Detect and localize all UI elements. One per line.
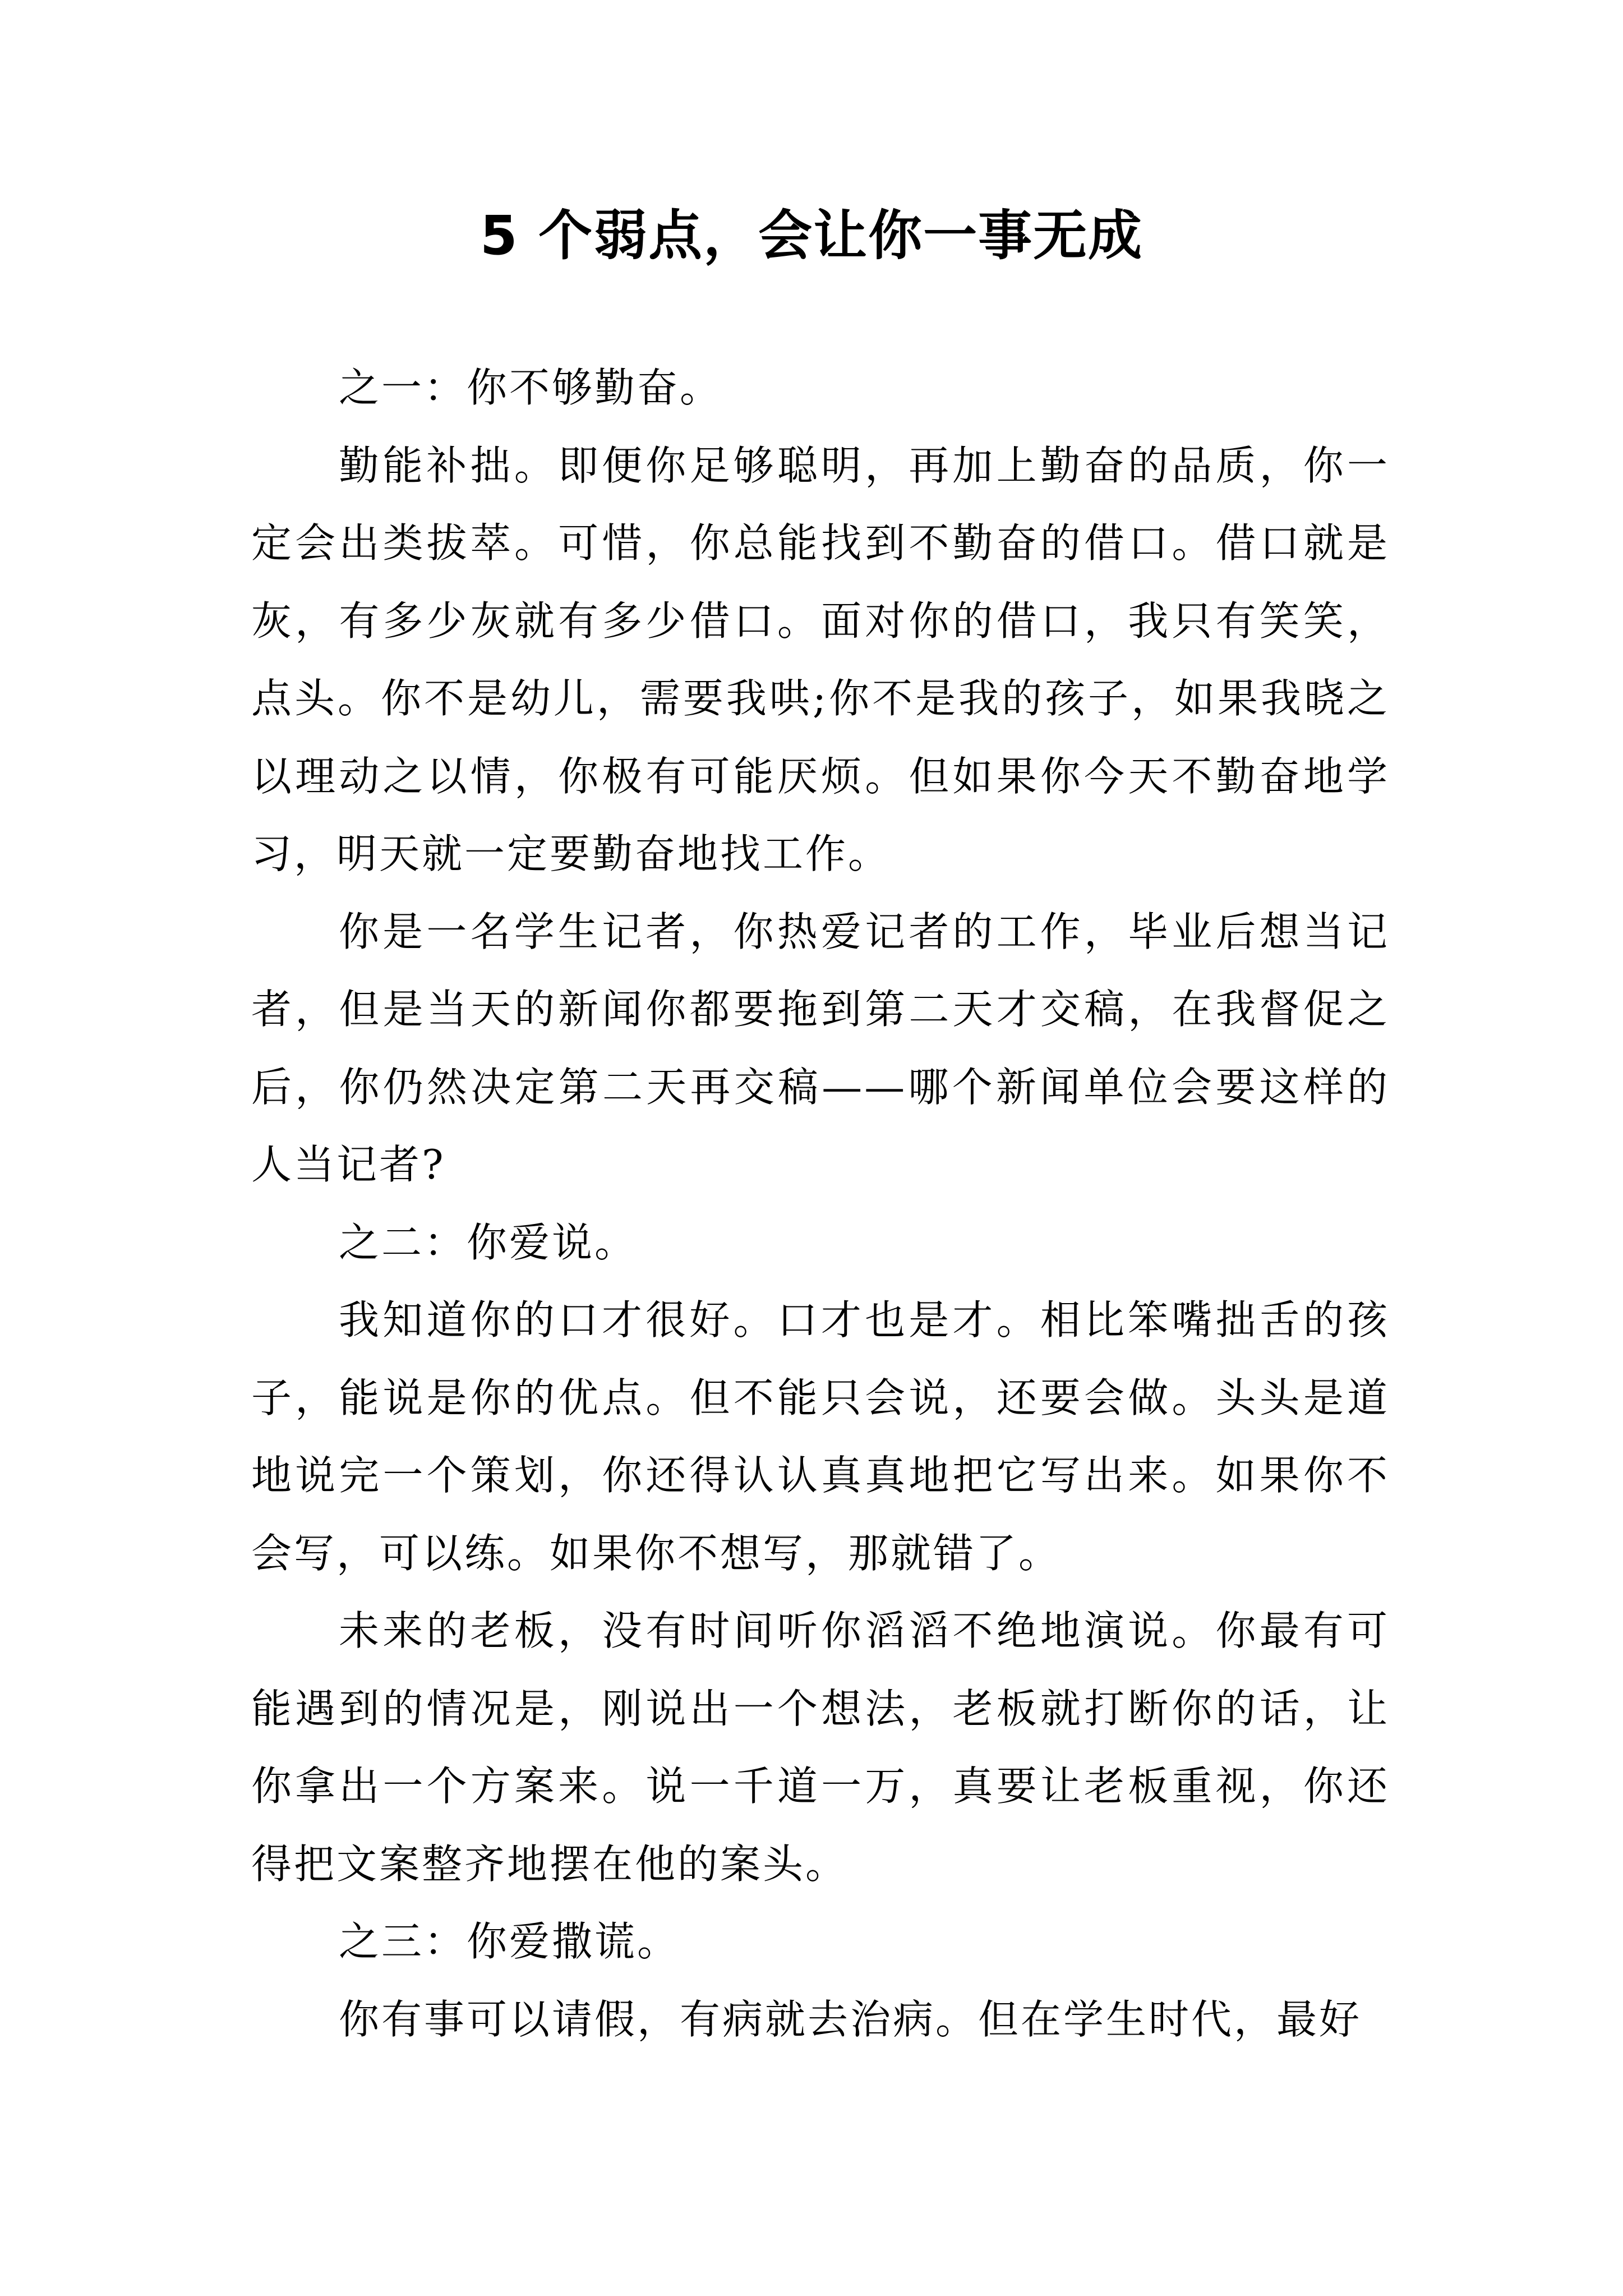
section-heading-1: 之一：你不够勤奋。 bbox=[339, 364, 723, 411]
section-heading-2: 之二：你爱说。 bbox=[339, 1218, 638, 1266]
document-body bbox=[251, 349, 1390, 2058]
document-title: 5 个弱点，会让你一事无成 bbox=[479, 204, 1144, 267]
body-paragraph: 未来的老板，没有时间听你滔滔不绝地演说。你最有可能遇到的情况是，刚说出一个想法，老板就打断你的话，让你拿出一个方案来。说一千道一万，真要让老板重视，你还得把文案整齐地摆在他的案头。 bbox=[251, 1607, 1390, 1888]
body-paragraph: 勤能补拙。即便你足够聪明，再加上勤奋的品质，你一定会出类拔萃。可惜，你总能找到不勤奋的借口。借口就是灰，有多少灰就有多少借口。面对你的借口，我只有笑笑，点头。你不是幼儿，需要我哄;你不是我的孩子，如果我晓之以理动之以情，你极有可能厌烦。但如果你今天不勤奋地学习，明天就一定要勤奋地找工作。 bbox=[251, 441, 1390, 877]
body-paragraph: 你有事可以请假，有病就去治病。但在学生时代，最好 bbox=[339, 1995, 1362, 2043]
section-heading-3: 之三：你爱撒谎。 bbox=[339, 1918, 680, 1965]
body-paragraph: 我知道你的口才很好。口才也是才。相比笨嘴拙舌的孩子，能说是你的优点。但不能只会说，还要会做。头头是道地说完一个策划，你还得认认真真地把它写出来。如果你不会写，可以练。如果你不想写，那就错了。 bbox=[251, 1296, 1390, 1577]
body-paragraph: 你是一名学生记者，你热爱记者的工作，毕业后想当记者，但是当天的新闻你都要拖到第二天才交稿，在我督促之后，你仍然决定第二天再交稿——哪个新闻单位会要这样的人当记者? bbox=[251, 908, 1390, 1188]
